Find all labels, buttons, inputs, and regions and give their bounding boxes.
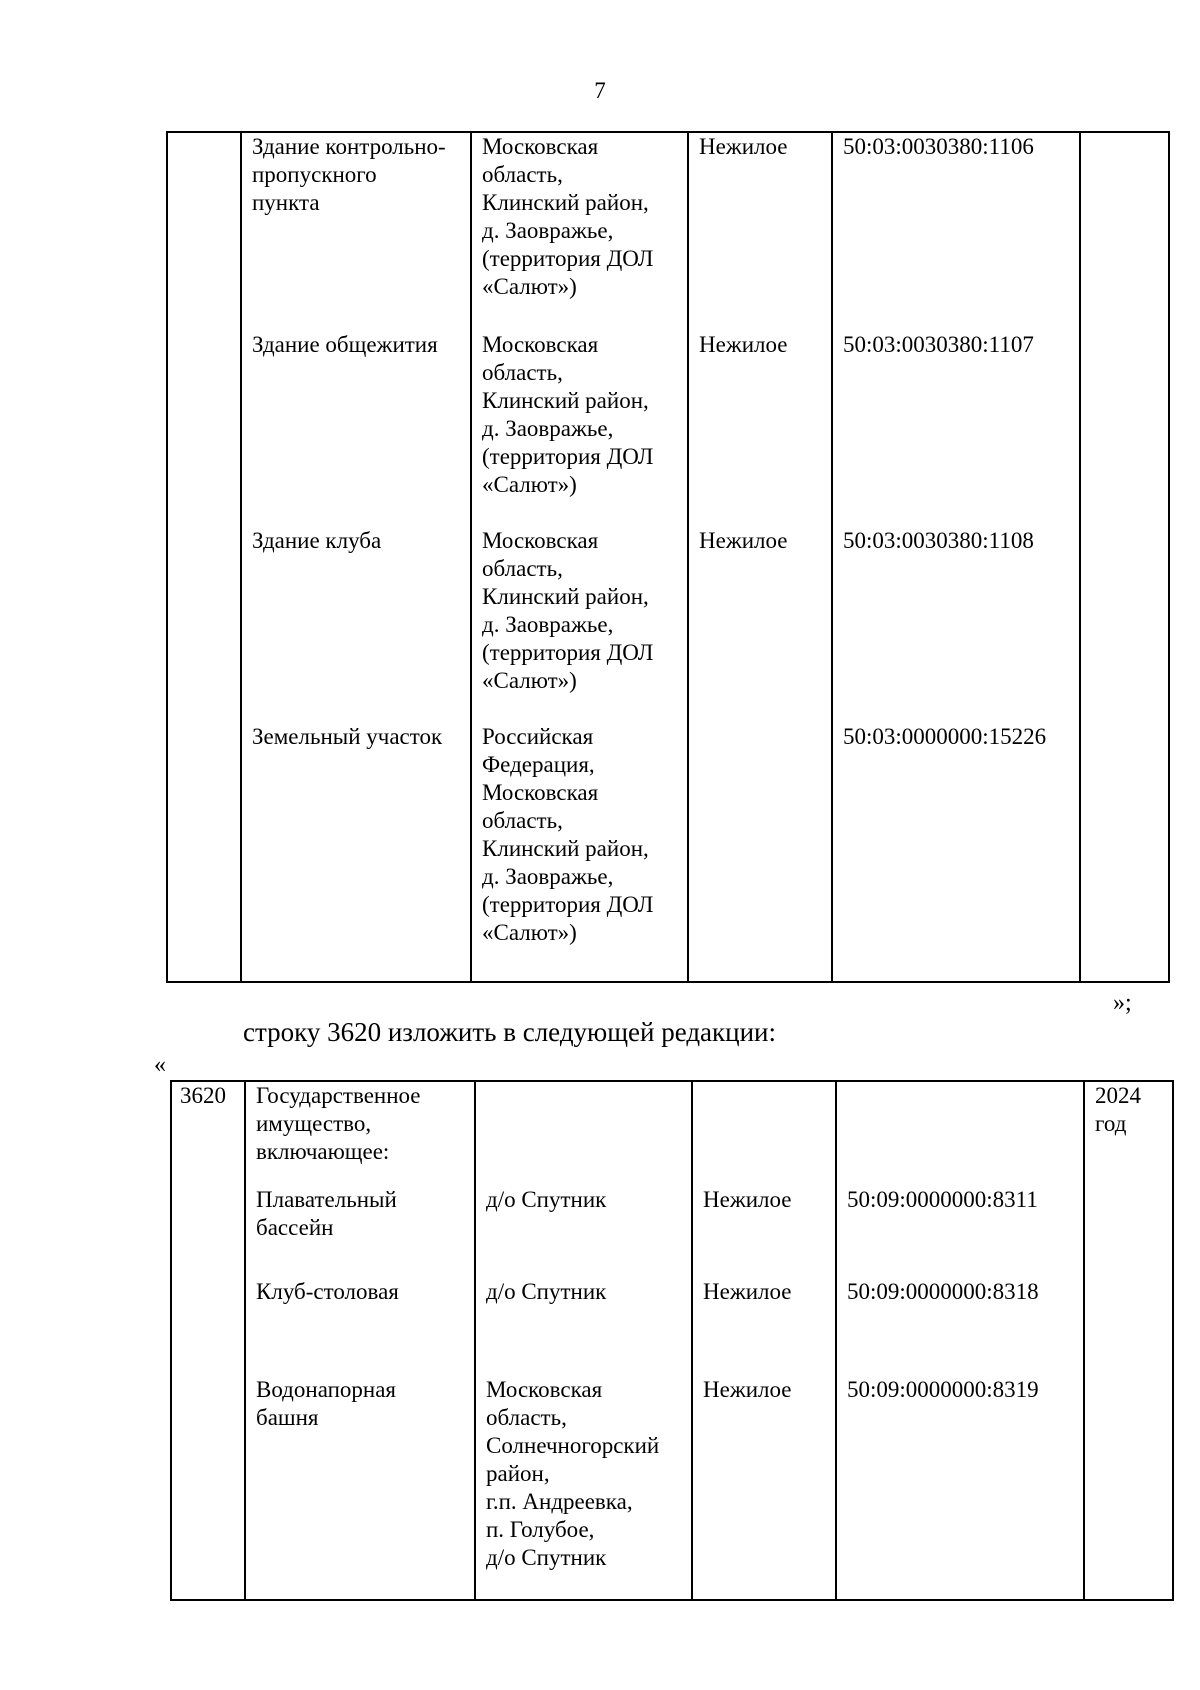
opening-quote: « xyxy=(154,1052,166,1078)
object-type: Нежилое xyxy=(699,332,788,357)
cadastral-number: 50:03:0030380:1108 xyxy=(843,528,1034,553)
object-type: Нежилое xyxy=(699,134,788,159)
column-address-cell xyxy=(475,1081,692,1600)
object-address: Московская область, Клинский район, д. Заовражье, (территория ДОЛ «Салют») xyxy=(482,134,654,299)
object-address: Московская область, Клинский район, д. Заовражье, (территория ДОЛ «Салют») xyxy=(482,332,654,497)
column-name-cell xyxy=(241,132,471,982)
object-type: Нежилое xyxy=(703,1187,792,1212)
column-number-cell xyxy=(167,132,241,982)
object-name: Здание контрольно- пропускного пункта xyxy=(252,134,446,215)
target-year: 2024 год xyxy=(1095,1083,1141,1136)
page-number: 7 xyxy=(594,78,606,103)
object-name: Здание общежития xyxy=(252,332,438,357)
column-year-cell xyxy=(1080,132,1169,982)
property-table-row-3620 xyxy=(170,1080,1174,1601)
cadastral-number: 50:09:0000000:8311 xyxy=(847,1187,1038,1212)
object-address: Московская область, Солнечногорский район, г.п. Андреевка, п. Голубое, д/о Спутник xyxy=(486,1377,660,1570)
cadastral-number: 50:03:0030380:1107 xyxy=(843,332,1034,357)
cadastral-number: 50:09:0000000:8319 xyxy=(847,1377,1039,1402)
object-name: Плавательный бассейн xyxy=(256,1187,397,1240)
object-name: Клуб-столовая xyxy=(256,1279,399,1304)
cadastral-number: 50:03:0030380:1106 xyxy=(843,134,1034,159)
column-type-cell xyxy=(688,132,832,982)
object-type: Нежилое xyxy=(699,528,788,553)
column-cadastral-cell xyxy=(836,1081,1084,1600)
column-name-cell xyxy=(245,1081,475,1600)
closing-quote: »; xyxy=(1113,990,1132,1016)
column-number-cell xyxy=(171,1081,245,1600)
cadastral-number: 50:09:0000000:8318 xyxy=(847,1279,1039,1304)
object-address: д/о Спутник xyxy=(486,1279,607,1304)
object-type: Нежилое xyxy=(703,1377,792,1402)
object-name: Здание клуба xyxy=(252,528,382,553)
column-year-cell xyxy=(1084,1081,1173,1600)
column-address-cell xyxy=(471,132,688,982)
property-table-continuation xyxy=(166,131,1170,983)
object-name: Водонапорная башня xyxy=(256,1377,396,1430)
column-type-cell xyxy=(692,1081,836,1600)
object-address: Российская Федерация, Московская область, Клинский район, д. Заовражье, (территория ДОЛ «Салют») xyxy=(482,724,654,945)
object-address: д/о Спутник xyxy=(486,1187,607,1212)
column-cadastral-cell xyxy=(832,132,1080,982)
group-title: Государственное имущество, включающее: xyxy=(256,1083,421,1164)
object-name: Земельный участок xyxy=(252,724,443,749)
cadastral-number: 50:03:0000000:15226 xyxy=(843,724,1047,749)
object-type: Нежилое xyxy=(703,1279,792,1304)
object-address: Московская область, Клинский район, д. Заовражье, (территория ДОЛ «Салют») xyxy=(482,528,654,693)
row-number: 3620 xyxy=(180,1083,226,1108)
amendment-instruction: строку 3620 изложить в следующей редакции: xyxy=(243,1017,777,1047)
